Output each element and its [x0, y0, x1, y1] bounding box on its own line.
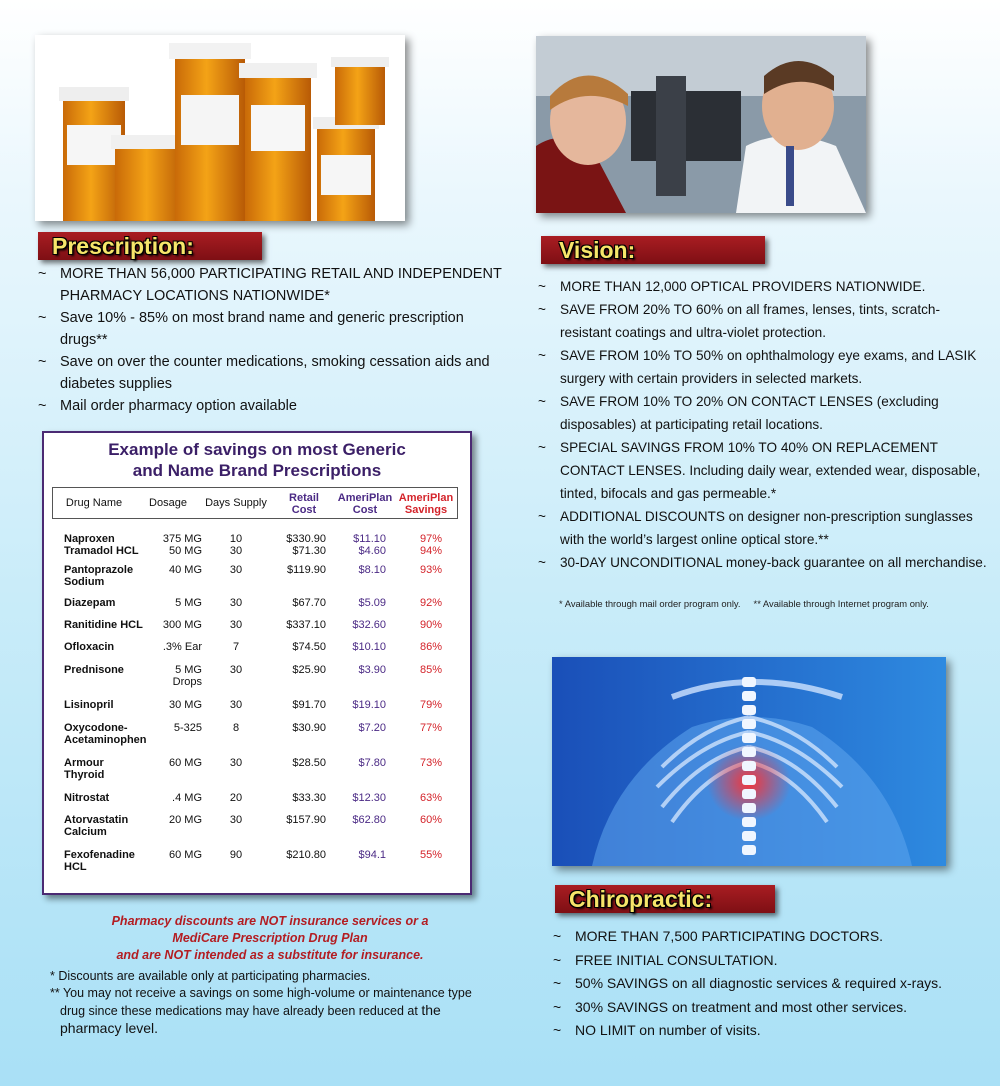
ameriplan-savings-cell: 55%: [419, 849, 442, 861]
list-item: ~ 30-DAY UNCONDITIONAL money-back guarantee on all merchandise.: [538, 551, 988, 574]
days-supply-cell: 30: [229, 664, 243, 676]
list-item: ~ NO LIMIT on number of visits.: [553, 1019, 983, 1043]
dosage-cell: 40 MG: [168, 564, 202, 576]
ameriplan-savings-cell: 94%: [419, 545, 442, 557]
drug-name-cell: Armour Thyroid: [64, 757, 105, 781]
drug-name-cell: Ranitidine HCL: [64, 619, 143, 631]
bullet-tilde: ~: [553, 1022, 562, 1038]
ameriplan-cost-cell: $5.09: [358, 597, 386, 609]
insurance-disclaimer: Pharmacy discounts are NOT insurance services or a MediCare Prescription Drug Plan and are NOT intended as a substitute for insurance.: [111, 914, 429, 962]
drug-name-cell: Ofloxacin: [64, 641, 115, 653]
ameriplan-cost-cell: $11.10: [353, 533, 386, 545]
dosage-cell: .4 MG: [172, 792, 202, 804]
chiropractic-heading-banner: [555, 885, 775, 913]
ameriplan-cost-cell: $4.60: [358, 545, 386, 557]
retail-cost-cell: $67.70: [292, 597, 326, 609]
list-item: ~ 50% SAVINGS on all diagnostic services & required x-rays.: [553, 972, 983, 996]
list-item: ~ Mail order pharmacy option available: [38, 396, 508, 418]
list-item: ~ MORE THAN 12,000 OPTICAL PROVIDERS NATIONWIDE.: [538, 275, 988, 298]
dosage-cell: 60 MG: [168, 757, 202, 769]
retail-cost-cell: $33.30: [292, 792, 326, 804]
bullet-tilde: ~: [538, 302, 546, 317]
col-retail-cost: Retail Cost: [289, 492, 319, 516]
bullet-tilde: ~: [553, 975, 562, 991]
chiropractic-heading: Chiropractic:: [569, 886, 713, 912]
drug-name-cell: Pantoprazole Sodium: [64, 564, 134, 588]
dosage-cell: 50 MG: [168, 545, 202, 557]
col-ameriplan-cost: AmeriPlan Cost: [337, 492, 393, 516]
ameriplan-cost-cell: $3.90: [358, 664, 386, 676]
dosage-cell: 5 MG Drops: [172, 664, 202, 688]
retail-cost-cell: $119.90: [287, 564, 326, 576]
retail-cost-cell: $28.50: [292, 757, 326, 769]
ameriplan-cost-cell: $8.10: [358, 564, 386, 576]
ameriplan-savings-cell: 92%: [419, 597, 442, 609]
dosage-cell: 30 MG: [168, 699, 202, 711]
list-item: ~ SPECIAL SAVINGS FROM 10% TO 40% ON REPLACEMENT CONTACT LENSES. Including daily wear, extended wear, disposable, tinted, bifocals and gas permeable.*: [538, 436, 988, 505]
list-item: ~ Save 10% - 85% on most brand name and generic prescription drugs**: [38, 310, 464, 348]
drug-name-cell: Atorvastatin Calcium: [64, 814, 129, 838]
spine-illustration: [552, 657, 946, 866]
ameriplan-savings-cell: 73%: [419, 757, 442, 769]
dosage-cell: 20 MG: [168, 814, 202, 826]
ameriplan-cost-cell: $12.30: [352, 792, 386, 804]
bullet-tilde: ~: [538, 555, 546, 570]
list-item: ~ SAVE FROM 10% TO 50% on ophthalmology eye exams, and LASIK surgery with certain providers in selected markets.: [538, 344, 988, 390]
retail-cost-cell: $74.50: [292, 641, 326, 653]
ameriplan-savings-cell: 97%: [419, 533, 442, 545]
ameriplan-savings-cell: 90%: [419, 619, 442, 631]
ameriplan-savings-cell: 85%: [419, 664, 442, 676]
ameriplan-cost-cell: $94.1: [358, 849, 386, 861]
dosage-cell: 300 MG: [162, 619, 202, 631]
prescription-heading-banner: [38, 232, 262, 260]
list-item: ~ MORE THAN 56,000 PARTICIPATING RETAIL AND INDEPENDENT PHARMACY LOCATIONS NATIONWIDE*: [38, 266, 502, 304]
ameriplan-cost-cell: $19.10: [352, 699, 386, 711]
bullet-tilde: ~: [538, 348, 546, 363]
drug-name-cell: Prednisone: [64, 664, 124, 676]
col-ameriplan-savings: AmeriPlan Savings: [398, 492, 454, 516]
list-item: ~ MORE THAN 7,500 PARTICIPATING DOCTORS.: [553, 925, 983, 949]
drug-name-cell: Lisinopril: [64, 699, 114, 711]
ameriplan-cost-cell: $7.20: [358, 722, 386, 734]
retail-cost-cell: $337.10: [286, 619, 326, 631]
days-supply-cell: 30: [229, 757, 243, 769]
col-drug-name: Drug Name: [65, 497, 123, 509]
ameriplan-savings-cell: 60%: [419, 814, 442, 826]
retail-cost-cell: $30.90: [292, 722, 326, 734]
table-title: Example of savings on most Generic and Name Brand Prescriptions: [108, 440, 406, 480]
dosage-cell: 375 MG: [162, 533, 202, 545]
ameriplan-cost-cell: $62.80: [352, 814, 386, 826]
drug-name-cell: Nitrostat: [64, 792, 110, 804]
ameriplan-savings-cell: 93%: [419, 564, 442, 576]
pill-bottles-photo: [35, 35, 405, 221]
col-days-supply: Days Supply: [205, 497, 267, 509]
retail-cost-cell: $330.90: [286, 533, 326, 545]
bullet-tilde: ~: [38, 354, 47, 370]
eye-exam-photo: [536, 36, 866, 213]
ameriplan-cost-cell: $10.10: [352, 641, 386, 653]
footnote-1: * Discounts are available only at participating pharmacies.: [50, 969, 371, 983]
ameriplan-savings-cell: 79%: [419, 699, 442, 711]
days-supply-cell: 8: [232, 722, 240, 734]
ameriplan-savings-cell: 86%: [419, 641, 442, 653]
chiropractic-benefits-list: [553, 925, 983, 1043]
table-header: [52, 487, 458, 519]
drug-name-cell: Diazepam: [64, 597, 116, 609]
retail-cost-cell: $91.70: [292, 699, 326, 711]
retail-cost-cell: $210.80: [286, 849, 326, 861]
drug-name-cell: Tramadol HCL: [64, 545, 139, 557]
days-supply-cell: 7: [232, 641, 240, 653]
ameriplan-cost-cell: $7.80: [358, 757, 386, 769]
prescription-heading: Prescription:: [52, 233, 194, 259]
days-supply-cell: 30: [229, 814, 243, 826]
list-item: ~ SAVE FROM 20% TO 60% on all frames, lenses, tints, scratch-resistant coatings and ultra-violet protection.: [538, 298, 988, 344]
days-supply-cell: 30: [229, 545, 243, 557]
bullet-tilde: ~: [538, 440, 546, 455]
vision-footnote: * Available through mail order program only. ** Available through Internet program only.: [559, 598, 929, 609]
ameriplan-savings-cell: 77%: [419, 722, 442, 734]
dosage-cell: .3% Ear: [162, 641, 202, 653]
drug-name-cell: Naproxen: [64, 533, 115, 545]
bullet-tilde: ~: [538, 279, 546, 294]
list-item: ~ ADDITIONAL DISCOUNTS on designer non-prescription sunglasses with the world’s largest online optical store.**: [538, 505, 988, 551]
bullet-tilde: ~: [553, 951, 562, 968]
dosage-cell: 60 MG: [168, 849, 202, 861]
ameriplan-savings-cell: 63%: [419, 792, 442, 804]
dosage-cell: 5 MG: [175, 597, 202, 609]
pharmacy-footnotes: [50, 968, 490, 1038]
retail-cost-cell: $157.90: [286, 814, 326, 826]
vision-heading-banner: [541, 236, 765, 264]
days-supply-cell: 10: [229, 533, 243, 545]
list-item: ~ FREE INITIAL CONSULTATION.: [553, 949, 983, 973]
footnote-2: ** You may not receive a savings on some high-volume or maintenance type drug since these medications may have already been reduced at the pharmacy level.: [50, 986, 472, 1036]
list-item: ~ SAVE FROM 10% TO 20% ON CONTACT LENSES (excluding disposables) at participating retail locations.: [538, 390, 988, 436]
retail-cost-cell: $25.90: [292, 664, 326, 676]
bullet-tilde: ~: [553, 998, 562, 1015]
savings-table: [42, 431, 472, 895]
bullet-tilde: ~: [38, 398, 47, 414]
bullet-tilde: ~: [38, 266, 47, 282]
prescription-benefits-list: [38, 264, 508, 419]
bullet-tilde: ~: [538, 394, 546, 409]
days-supply-cell: 30: [229, 619, 243, 631]
list-item: ~ 30% SAVINGS on treatment and most other services.: [553, 996, 983, 1020]
vision-heading: Vision:: [559, 237, 636, 263]
drug-name-cell: Fexofenadine HCL: [64, 849, 135, 873]
bullet-tilde: ~: [38, 310, 47, 326]
ameriplan-cost-cell: $32.60: [352, 619, 386, 631]
list-item: ~ Save on over the counter medications, smoking cessation aids and diabetes supplies: [38, 354, 490, 392]
drug-name-cell: Oxycodone- Acetaminophen: [64, 722, 147, 746]
dosage-cell: 5-325: [173, 722, 202, 734]
days-supply-cell: 90: [229, 849, 243, 861]
bullet-tilde: ~: [538, 509, 546, 524]
days-supply-cell: 30: [229, 564, 243, 576]
col-dosage: Dosage: [149, 497, 187, 509]
days-supply-cell: 30: [229, 597, 243, 609]
days-supply-cell: 30: [229, 699, 243, 711]
retail-cost-cell: $71.30: [292, 545, 326, 557]
bullet-tilde: ~: [553, 928, 562, 944]
days-supply-cell: 20: [229, 792, 243, 804]
vision-benefits-list: [538, 275, 988, 574]
